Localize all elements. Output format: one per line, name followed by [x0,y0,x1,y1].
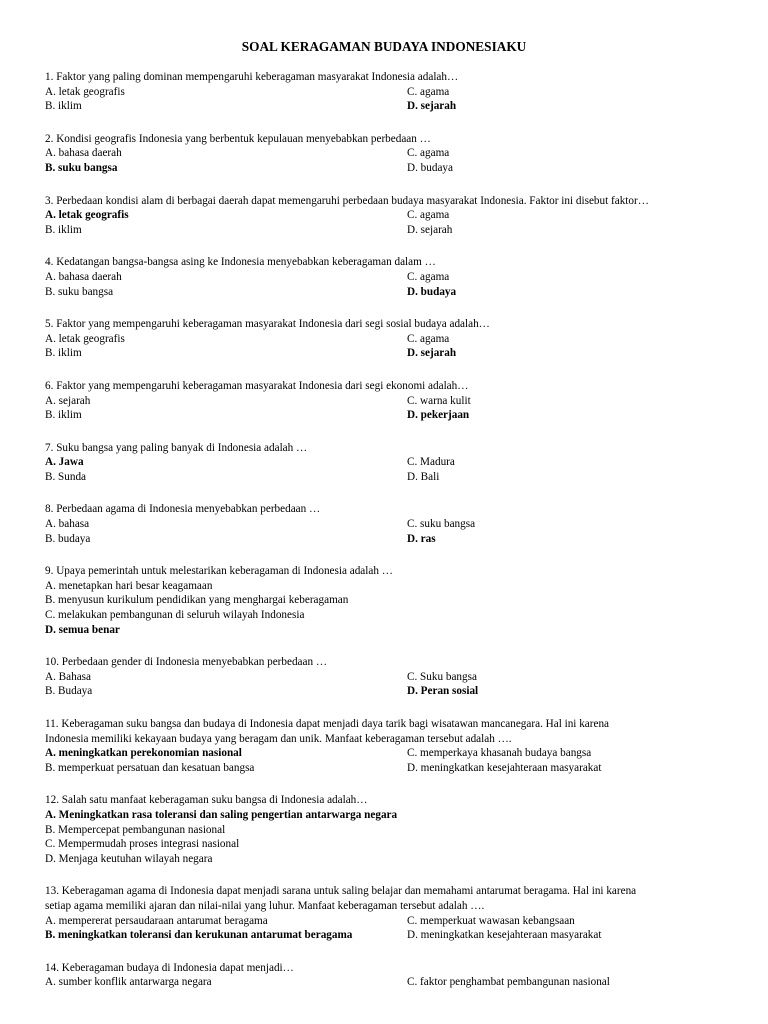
answer-option: C. warna kulit [407,394,471,407]
answer-option: B. iklim [45,409,82,422]
answer-option: C. agama [407,147,450,160]
answer-options [45,914,735,943]
question-14 [45,961,735,990]
question-list [45,70,735,1008]
answer-options [45,517,735,546]
question-stem: 3. Perbedaan kondisi alam di berbagai daerah dapat memengaruhi perbedaan budaya masyarakat Indonesia. Faktor ini disebut faktor… [45,194,649,207]
answer-option-correct: D. ras [407,532,436,545]
answer-option-correct: A. Meningkatkan rasa toleransi dan saling pengertian antarwarga negara [45,808,398,821]
answer-options [45,579,735,637]
answer-option: B. iklim [45,223,82,236]
answer-options [45,332,735,361]
answer-option: A. bahasa daerah [45,147,122,160]
answer-option: C. melakukan pembangunan di seluruh wilayah Indonesia [45,609,305,622]
answer-option: C. suku bangsa [407,518,476,531]
answer-option-correct: D. Peran sosial [407,685,479,698]
question-stem: 13. Keberagaman agama di Indonesia dapat menjadi sarana untuk saling belajar dan memahami antarumat beragama. Hal ini karena setiap agama memiliki ajaran dan nilai-nilai yang luhur. Manfaat keberagaman tersebut adalah …. [45,885,637,912]
question-stem: 7. Suku bangsa yang paling banyak di Indonesia adalah … [45,441,308,454]
question-stem: 14. Keberagaman budaya di Indonesia dapat menjadi… [45,961,294,974]
answer-option: B. Sunda [45,470,87,483]
question-stem: 5. Faktor yang mempengaruhi keberagaman masyarakat Indonesia dari segi sosial budaya adalah… [45,318,490,331]
answer-option: B. Mempercepat pembangunan nasional [45,823,226,836]
answer-option: A. letak geografis [45,85,125,98]
answer-option: C. Madura [407,456,455,469]
answer-option: A. sumber konflik antarwarga negara [45,976,212,989]
answer-option: C. Suku bangsa [407,670,477,683]
answer-option: A. bahasa daerah [45,270,122,283]
answer-option: A. Bahasa [45,670,91,683]
answer-options [45,85,735,114]
answer-option: D. meningkatkan kesejahteraan masyarakat [407,761,602,774]
answer-option: B. menyusun kurikulum pendidikan yang menghargai keberagaman [45,594,349,607]
answer-option: D. sejarah [407,223,453,236]
answer-option: B. iklim [45,347,82,360]
answer-option: C. memperkaya khasanah budaya bangsa [407,747,592,760]
answer-options [45,208,735,237]
question-stem: 11. Keberagaman suku bangsa dan budaya di Indonesia dapat menjadi daya tarik bagi wisatawan mancanegara. Hal ini karena Indonesia memiliki kekayaan budaya yang beragam dan unik. Manfaat keberagaman tersebut adalah …. [45,718,610,745]
answer-option: A. mempererat persaudaraan antarumat beragama [45,914,268,927]
answer-option-correct: B. meningkatkan toleransi dan kerukunan antarumat beragama [45,929,353,942]
question-4 [45,255,735,299]
answer-options [45,146,735,175]
answer-option: C. agama [407,270,450,283]
answer-option-correct: D. sejarah [407,347,457,360]
answer-option: C. agama [407,209,450,222]
answer-option: A. bahasa [45,518,90,531]
answer-option-correct: A. meningkatkan perekonomian nasional [45,747,242,760]
question-11 [45,717,735,775]
answer-option: C. agama [407,332,450,345]
answer-option: A. menetapkan hari besar keagamaan [45,579,213,592]
answer-option: B. suku bangsa [45,285,114,298]
question-10 [45,655,735,699]
answer-option: D. meningkatkan kesejahteraan masyarakat [407,929,602,942]
question-stem: 6. Faktor yang mempengaruhi keberagaman masyarakat Indonesia dari segi ekonomi adalah… [45,379,469,392]
question-stem: 1. Faktor yang paling dominan mempengaruhi keberagaman masyarakat Indonesia adalah… [45,71,459,83]
question-stem: 10. Perbedaan gender di Indonesia menyebabkan perbedaan … [45,656,328,669]
answer-option-correct: D. semua benar [45,623,120,636]
answer-option: C. memperkuat wawasan kebangsaan [407,914,575,927]
answer-options [45,746,735,775]
question-stem: 8. Perbedaan agama di Indonesia menyebabkan perbedaan … [45,503,321,516]
question-1 [45,70,735,114]
answer-option-correct: D. budaya [407,285,457,298]
answer-option: B. memperkuat persatuan dan kesatuan bangsa [45,761,255,774]
answer-option: D. budaya [407,161,453,174]
answer-option: A. sejarah [45,394,91,407]
question-stem: 12. Salah satu manfaat keberagaman suku bangsa di Indonesia adalah… [45,794,368,807]
answer-option: C. faktor penghambat pembangunan nasional [407,976,610,989]
question-6 [45,379,735,423]
question-3 [45,194,735,238]
answer-option-correct: B. suku bangsa [45,161,118,174]
question-5 [45,317,735,361]
question-7 [45,441,735,485]
answer-option: C. Mempermudah proses integrasi nasional [45,838,240,851]
answer-options [45,394,735,423]
question-stem: 4. Kedatangan bangsa-bangsa asing ke Indonesia menyebabkan keberagaman dalam … [45,256,436,269]
question-stem: 9. Upaya pemerintah untuk melestarikan keberagaman di Indonesia adalah … [45,565,393,578]
answer-option-correct: A. letak geografis [45,209,129,222]
answer-option: D. Bali [407,470,440,483]
answer-option: C. agama [407,85,450,98]
answer-option: A. letak geografis [45,332,125,345]
answer-option-correct: D. sejarah [407,100,457,113]
question-8 [45,502,735,546]
document-title: SOAL KERAGAMAN BUDAYA INDONESIAKU [241,39,527,54]
answer-option: B. budaya [45,532,91,545]
question-12 [45,793,735,866]
answer-option: B. iklim [45,100,82,113]
answer-option: B. Budaya [45,685,93,698]
answer-options [45,670,735,699]
answer-option-correct: D. pekerjaan [407,409,470,422]
question-stem: 2. Kondisi geografis Indonesia yang berbentuk kepulauan menyebabkan perbedaan … [45,132,431,145]
answer-options [45,270,735,299]
answer-option-correct: A. Jawa [45,456,84,469]
answer-options [45,975,735,990]
answer-options [45,455,735,484]
question-2 [45,132,735,176]
question-9 [45,564,735,637]
question-13 [45,884,735,942]
answer-option: D. Menjaga keutuhan wilayah negara [45,852,213,865]
answer-options [45,808,735,866]
